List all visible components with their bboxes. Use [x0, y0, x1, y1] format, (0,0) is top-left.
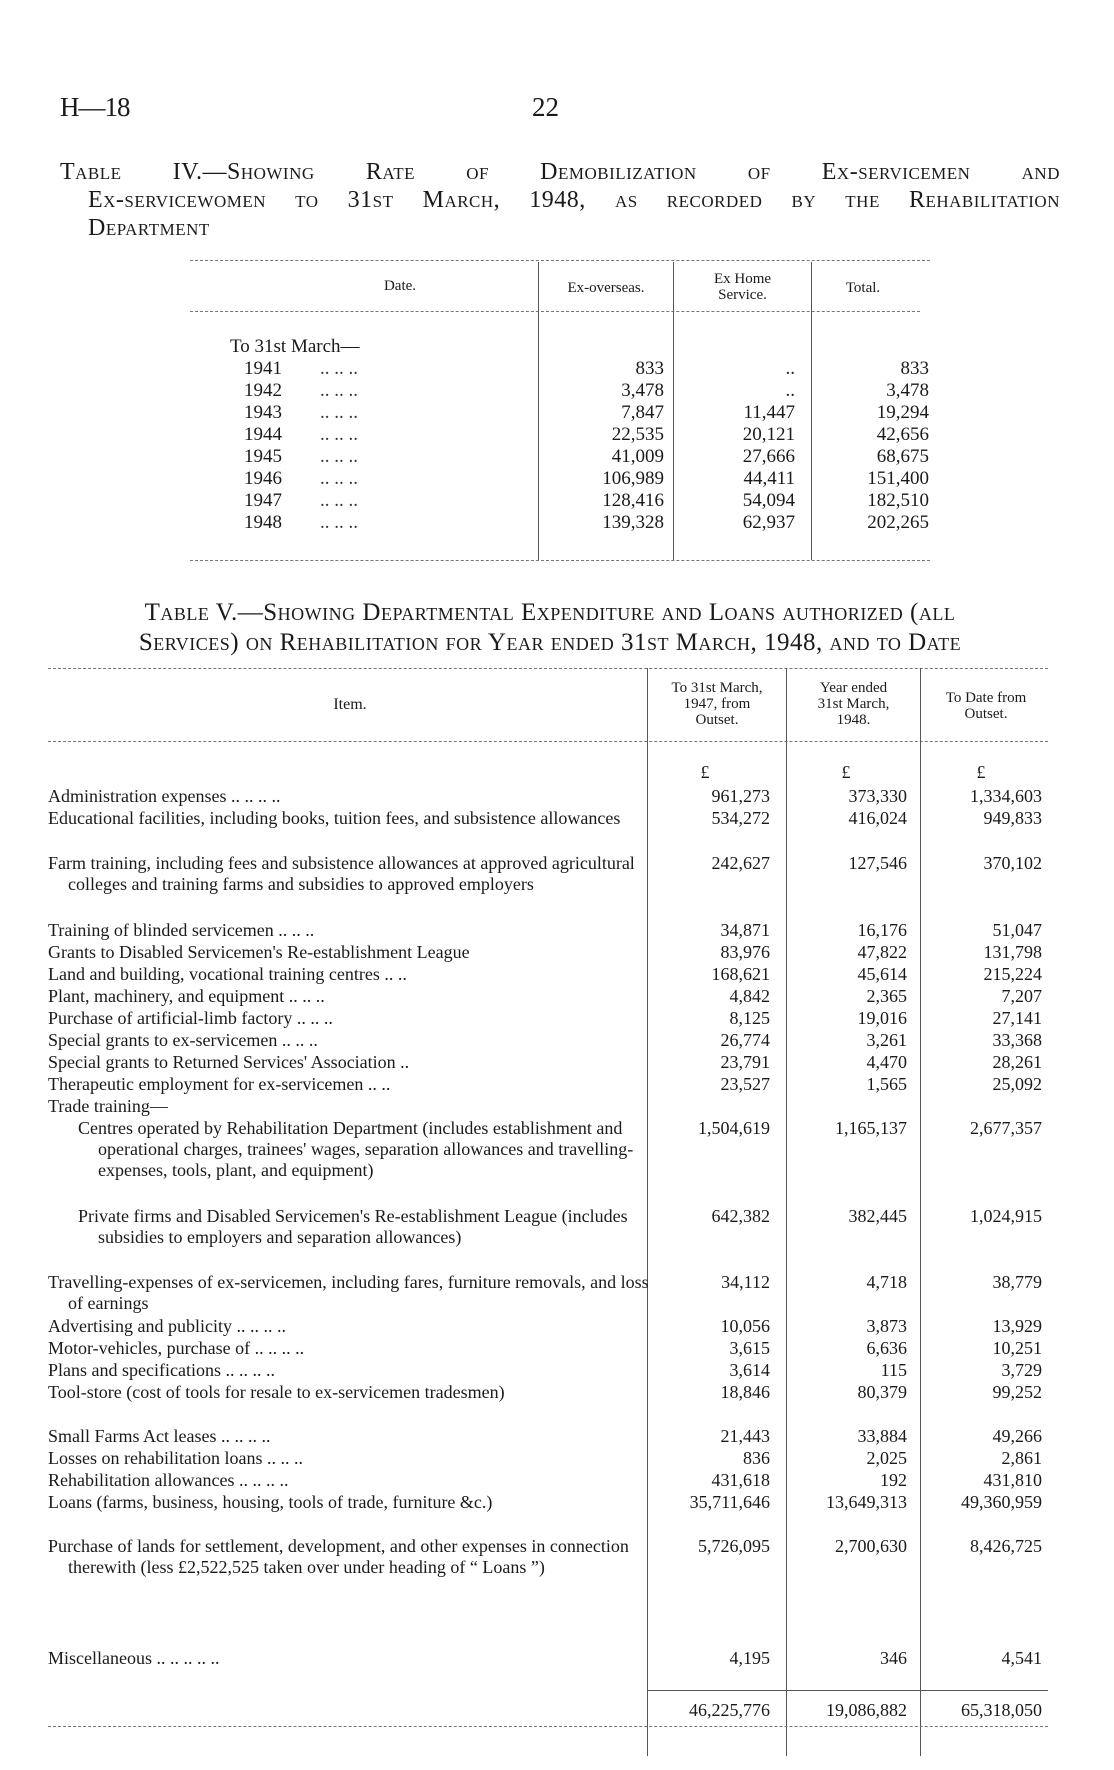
table4-ex-overseas: 7,847: [621, 402, 664, 423]
table5-item-label: Administration expenses .. .. .. ..: [48, 786, 281, 806]
table5-header-col3-line2: Outset.: [964, 706, 1008, 722]
table5-item-label: Special grants to ex-servicemen .. .. ..: [48, 1030, 318, 1050]
table5-item-label: Advertising and publicity .. .. .. ..: [48, 1316, 286, 1336]
total-col2: 19,086,882: [826, 1700, 907, 1720]
table4-ex-home: ..: [785, 358, 795, 379]
table4-ex-home: 20,121: [742, 424, 795, 445]
table4-title-line1: Table IV.—Showing Rate of Demobilization of Ex-servicemen and: [60, 159, 1060, 185]
total-col3: 65,318,050: [961, 1700, 1042, 1720]
table4-year: 1945: [244, 446, 282, 467]
table5-header-col1-line1: To 31st March,: [671, 680, 763, 696]
table5-item-label: Small Farms Act leases .. .. .. ..: [48, 1426, 271, 1446]
table5-item-label: Plant, machinery, and equipment .. .. ..: [48, 986, 325, 1006]
table5-top-rule: [48, 668, 1048, 669]
table4-total: 68,675: [876, 446, 929, 467]
table5-value-col1: 23,527: [720, 1074, 770, 1094]
table4-leader-dots: .. .. ..: [320, 468, 358, 489]
table5-value-col2: 45,614: [857, 964, 907, 984]
table4-year: 1943: [244, 402, 282, 423]
table5-value-col3: 131,798: [983, 942, 1042, 962]
table4-ex-overseas: 106,989: [602, 468, 664, 489]
table5-value-col2: 2,025: [866, 1448, 907, 1468]
table5-value-col1: 26,774: [720, 1030, 770, 1050]
table5-value-col2: 3,873: [866, 1316, 907, 1336]
table4-header-ex-home: [675, 271, 810, 303]
table5-value-col3: 51,047: [992, 920, 1042, 940]
table4-col-divider: [811, 262, 812, 560]
table5-value-col1: 34,871: [720, 920, 770, 940]
table5-header-col3: [921, 690, 1051, 722]
table5-value-col2: 47,822: [857, 942, 907, 962]
table5-value-col3: 38,779: [992, 1272, 1042, 1292]
table5-value-col2: 4,718: [866, 1272, 907, 1292]
table5-item-label: Land and building, vocational training centres .. ..: [48, 964, 407, 984]
table5-value-col2: 346: [880, 1648, 907, 1668]
table4-ex-overseas: 128,416: [602, 490, 664, 511]
table4-total: 182,510: [867, 490, 929, 511]
table4-header-ex-home-line1: Ex Home: [713, 271, 772, 287]
table4-year: 1948: [244, 512, 282, 533]
table5-value-col1: 35,711,646: [689, 1492, 770, 1512]
table5-item-label: Farm training, including fees and subsistence allowances at approved agricultural colleges and training farms and subsidies to approved employers: [48, 853, 635, 894]
table4-total: 3,478: [886, 380, 929, 401]
table5-value-col1: 642,382: [711, 1206, 770, 1226]
table5-value-col1: 5,726,095: [698, 1536, 770, 1556]
table5-value-col2: 4,470: [866, 1052, 907, 1072]
table5-header-rule: [48, 741, 1048, 742]
table5-value-col3: 1,334,603: [970, 786, 1042, 806]
table4-leader-dots: .. .. ..: [320, 380, 358, 401]
table4-total: 42,656: [876, 424, 929, 445]
table4-title-line2: Ex-servicewomen to 31st March, 1948, as recorded by the Rehabilitation: [88, 187, 1060, 213]
table4-group-label: To 31st March—: [230, 336, 360, 357]
table5-header-col3-line1: To Date from: [945, 690, 1027, 706]
table5-item-label: Purchase of lands for settlement, development, and other expenses in connection therewith (less £2,522,525 taken over under heading of “ Loans ”): [48, 1536, 629, 1577]
table4-ex-home: 54,094: [742, 490, 795, 511]
table5-item-label: Therapeutic employment for ex-servicemen .. ..: [48, 1074, 391, 1094]
table5-value-col2: 382,445: [848, 1206, 907, 1226]
table5-value-col3: 215,224: [983, 964, 1042, 984]
table5-item-label: Centres operated by Rehabilitation Department (includes establishment and operational charges, trainees' wages, separation allowances and travelling-expenses, tools, plant, and equipment): [78, 1118, 634, 1180]
table5-value-col3: 949,833: [983, 808, 1042, 828]
table5-value-col3: 2,677,357: [970, 1118, 1042, 1138]
table5-value-col2: 33,884: [857, 1426, 907, 1446]
table5-value-col1: 10,056: [720, 1316, 770, 1336]
table5-title-line2: Services) on Rehabilitation for Year ended 31st March, 1948, and to Date: [138, 629, 962, 656]
table5-value-col3: 99,252: [992, 1382, 1042, 1402]
table5-value-col1: 1,504,619: [698, 1118, 770, 1138]
table4-leader-dots: .. .. ..: [320, 446, 358, 467]
table4-year: 1941: [244, 358, 282, 379]
table5-item-label: Tool-store (cost of tools for resale to ex-servicemen tradesmen): [48, 1382, 505, 1402]
table4-leader-dots: .. .. ..: [320, 490, 358, 511]
table5-value-col3: 49,360,959: [961, 1492, 1042, 1512]
table5-item-label: Trade training—: [48, 1096, 168, 1116]
table5-value-col2: 19,016: [857, 1008, 907, 1028]
table5-header-col1: [648, 680, 786, 728]
table5-value-col1: 961,273: [711, 786, 770, 806]
table4-year: 1947: [244, 490, 282, 511]
table5-value-col3: 28,261: [992, 1052, 1042, 1072]
table4-leader-dots: .. .. ..: [320, 358, 358, 379]
page-number: 22: [532, 92, 559, 122]
table5-value-col1: 34,112: [721, 1272, 770, 1292]
table5-value-col2: 1,565: [866, 1074, 907, 1094]
table5-value-col2: 115: [880, 1360, 907, 1380]
table5-value-col1: 431,618: [711, 1470, 770, 1490]
table5-item-label: Rehabilitation allowances .. .. .. ..: [48, 1470, 289, 1490]
table5-value-col2: 6,636: [866, 1338, 907, 1358]
table5-value-col1: 168,621: [711, 964, 770, 984]
table5-value-col2: 16,176: [857, 920, 907, 940]
table5-value-col1: 23,791: [720, 1052, 770, 1072]
table5-value-col2: 192: [880, 1470, 907, 1490]
table5-value-col2: 373,330: [848, 786, 907, 806]
table5-value-col3: 33,368: [992, 1030, 1042, 1050]
table4-year: 1944: [244, 424, 282, 445]
table4-top-rule: [190, 260, 930, 261]
table5-value-col2: 13,649,313: [826, 1492, 907, 1512]
table5-item-label: Loans (farms, business, housing, tools of trade, furniture &c.): [48, 1492, 493, 1512]
table4-ex-home: 27,666: [742, 446, 795, 467]
table4-header-ex-overseas: Ex-overseas.: [567, 280, 645, 296]
table4-ex-home: 11,447: [743, 402, 795, 423]
table5-item-label: Losses on rehabilitation loans .. .. ..: [48, 1448, 303, 1468]
table5-value-col2: 3,261: [866, 1030, 907, 1050]
table4-ex-overseas: 22,535: [611, 424, 664, 445]
table5-item-label: Special grants to Returned Services' Association ..: [48, 1052, 410, 1072]
table4-ex-home: 62,937: [742, 512, 795, 533]
table4-total: 151,400: [867, 468, 929, 489]
table5-item-label: Grants to Disabled Servicemen's Re-establishment League: [48, 942, 470, 962]
table5-value-col3: 27,141: [992, 1008, 1042, 1028]
table5-item-label: Training of blinded servicemen .. .. ..: [48, 920, 315, 940]
table5-item-label: Educational facilities, including books, tuition fees, and subsistence allowances: [48, 808, 621, 828]
table5-value-col3: 1,024,915: [970, 1206, 1042, 1226]
table5-value-col3: 431,810: [983, 1470, 1042, 1490]
table4-header-total: Total.: [845, 280, 881, 296]
table5-header-col2: [787, 680, 920, 728]
table5-value-col2: 2,365: [866, 986, 907, 1006]
table5-item-label: Miscellaneous .. .. .. .. ..: [48, 1648, 220, 1668]
table5-value-col1: 534,272: [711, 808, 770, 828]
table5-value-col2: 416,024: [848, 808, 907, 828]
table5-item-label: Plans and specifications .. .. .. ..: [48, 1360, 275, 1380]
table5-total-rule: [648, 1690, 1048, 1691]
table5-value-col3: 8,426,725: [970, 1536, 1042, 1556]
table5-value-col1: 18,846: [720, 1382, 770, 1402]
table5-value-col1: 3,615: [729, 1338, 770, 1358]
total-col1: 46,225,776: [689, 1700, 770, 1720]
table4-ex-overseas: 41,009: [611, 446, 664, 467]
document-reference: H—18: [60, 92, 130, 122]
table4-header-ex-home-line2: Service.: [718, 287, 767, 303]
table5-value-col2: 2,700,630: [835, 1536, 907, 1556]
table5-item-label: Travelling-expenses of ex-servicemen, including fares, furniture removals, and loss of earnings: [48, 1272, 649, 1313]
table4-ex-home: ..: [785, 380, 795, 401]
table5-value-col3: 370,102: [983, 853, 1042, 873]
table5-value-col3: 10,251: [992, 1338, 1042, 1358]
table5-value-col3: 3,729: [1001, 1360, 1042, 1380]
table5-value-col1: 4,195: [729, 1648, 770, 1668]
table5-value-col3: 2,861: [1001, 1448, 1042, 1468]
table4-title-line3: Department: [88, 215, 210, 241]
table5-value-col2: 80,379: [857, 1382, 907, 1402]
table5-value-col3: 7,207: [1001, 986, 1042, 1006]
table5-value-col3: 13,929: [992, 1316, 1042, 1336]
table5-title: [50, 598, 1050, 658]
table4-leader-dots: .. .. ..: [320, 512, 358, 533]
table4-ex-overseas: 833: [635, 358, 664, 379]
table5-value-col1: 4,842: [729, 986, 770, 1006]
table4-bottom-rule: [190, 560, 930, 561]
table5-value-col2: 1,165,137: [835, 1118, 907, 1138]
table4-col-divider: [673, 262, 674, 560]
table4-total: 19,294: [876, 402, 929, 423]
table4-ex-overseas: 139,328: [602, 512, 664, 533]
table4-title: [60, 158, 1060, 242]
currency-symbol-col3: £: [976, 762, 986, 782]
currency-symbol-col1: £: [700, 762, 710, 782]
table5-value-col1: 83,976: [720, 942, 770, 962]
table5-header-col2-line3: 1948.: [836, 712, 871, 728]
table5-value-col2: 127,546: [848, 853, 907, 873]
table4-leader-dots: .. .. ..: [320, 424, 358, 445]
table5-item-label: Private firms and Disabled Servicemen's Re-establishment League (includes subsidies to employers and separation allowances): [78, 1206, 628, 1247]
table5-bottom-rule: [48, 1726, 1048, 1727]
table5-header-col2-line1: Year ended: [819, 680, 888, 696]
table5-item-label: Purchase of artificial-limb factory .. .. ..: [48, 1008, 333, 1028]
table4-year: 1946: [244, 468, 282, 489]
table4-ex-overseas: 3,478: [621, 380, 664, 401]
table5-header-col2-line2: 31st March,: [817, 696, 890, 712]
table5-header-item: Item.: [333, 696, 367, 713]
table5-header-col1-line2: 1947, from: [683, 696, 751, 712]
table5-item-label: Motor-vehicles, purchase of .. .. .. ..: [48, 1338, 305, 1358]
table5-value-col3: 49,266: [992, 1426, 1042, 1446]
table4-total: 202,265: [867, 512, 929, 533]
table4-leader-dots: .. .. ..: [320, 402, 358, 423]
table4-year: 1942: [244, 380, 282, 401]
table4-col-divider: [538, 262, 539, 560]
table5-title-line1: Table V.—Showing Departmental Expenditure and Loans authorized (all: [144, 599, 956, 626]
table5-value-col1: 242,627: [711, 853, 770, 873]
table5-value-col1: 836: [743, 1448, 770, 1468]
table5-value-col1: 21,443: [720, 1426, 770, 1446]
table4-ex-home: 44,411: [743, 468, 795, 489]
table5-header-col1-line3: Outset.: [695, 712, 739, 728]
table5-value-col1: 8,125: [729, 1008, 770, 1028]
table5-value-col1: 3,614: [729, 1360, 770, 1380]
table4-total: 833: [900, 358, 929, 379]
table5-value-col3: 4,541: [1001, 1648, 1042, 1668]
currency-symbol-col2: £: [841, 762, 851, 782]
table4-header-date: Date.: [383, 278, 417, 294]
table5-value-col3: 25,092: [992, 1074, 1042, 1094]
